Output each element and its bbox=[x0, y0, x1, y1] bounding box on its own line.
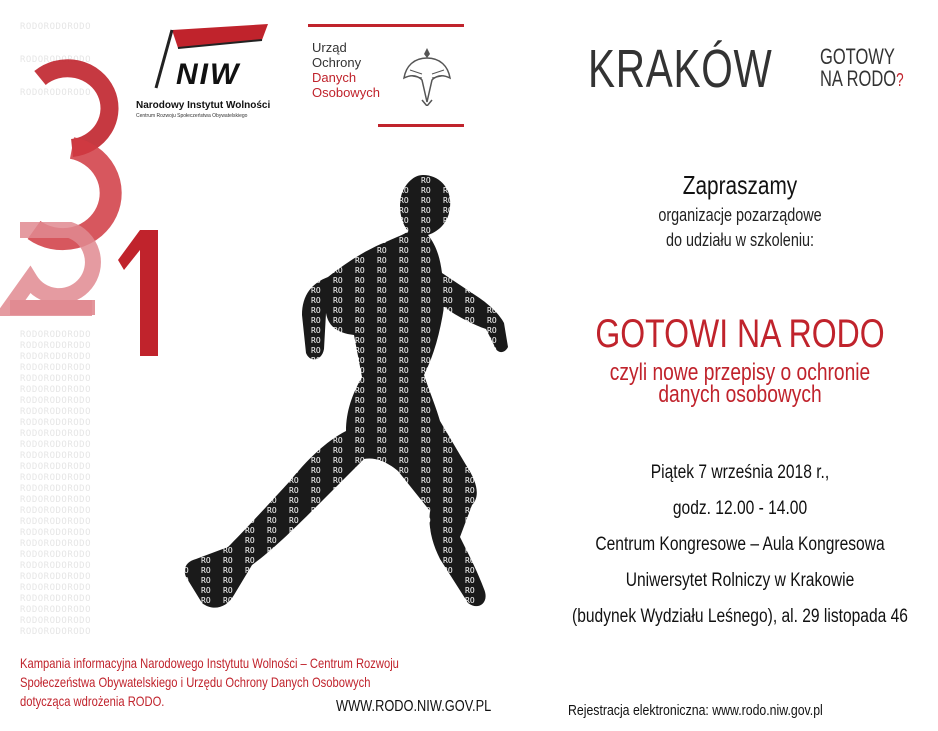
pattern-row: RODORODORODO bbox=[20, 88, 92, 98]
event-details bbox=[520, 455, 938, 635]
pattern-row: RODORODORODO bbox=[20, 495, 92, 505]
event-date: Piątek 7 września 2018 r., bbox=[650, 462, 830, 483]
invite-heading: Zapraszamy bbox=[682, 170, 798, 200]
pattern-row: RODORODORODO bbox=[20, 352, 92, 362]
pattern-row: RODORODORODO bbox=[20, 374, 92, 384]
pattern-row: RODORODORODO bbox=[20, 561, 92, 571]
header-tag-mark: ? bbox=[896, 70, 904, 90]
pattern-row: RODORODORODO bbox=[20, 484, 92, 494]
pattern-row: RODORODORODO bbox=[20, 627, 92, 637]
pattern-row: RODORODORODO bbox=[20, 583, 92, 593]
pattern-row: RODORODORODO bbox=[20, 22, 92, 32]
header-tag-line1: GOTOWY bbox=[820, 44, 895, 69]
event-venue1: Centrum Kongresowe – Aula Kongresowa bbox=[595, 534, 885, 555]
pattern-row: RODORODORODO bbox=[20, 363, 92, 373]
eagle-icon bbox=[402, 44, 452, 106]
registration-text[interactable]: Rejestracja elektroniczna: www.rodo.niw.gov.pl bbox=[568, 702, 823, 719]
uodo-top-rule bbox=[308, 24, 464, 27]
header-city: KRAKÓW bbox=[588, 39, 773, 99]
invite-line1: organizacje pozarządowe bbox=[658, 205, 822, 225]
niw-logo-text: NIW bbox=[176, 58, 241, 91]
header-tag-line2: NA RODO bbox=[820, 66, 897, 91]
uodo-bottom-rule bbox=[378, 124, 464, 127]
pattern-row: RODORODORODO bbox=[20, 407, 92, 417]
pattern-row: RODORODORODO bbox=[20, 539, 92, 549]
niw-subtitle: Centrum Rozwoju Społeczeństwa Obywatelskiego bbox=[136, 113, 248, 119]
event-venue2: Uniwersytet Rolniczy w Krakowie bbox=[625, 570, 855, 591]
pattern-row: RODORODORODO bbox=[20, 594, 92, 604]
campaign-line2: Społeczeństwa Obywatelskiego i Urzędu Ochrony Danych Osobowych bbox=[20, 674, 371, 690]
uodo-line3: Danych bbox=[312, 70, 357, 85]
pattern-row: RODORODORODO bbox=[20, 462, 92, 472]
pattern-row: RODORODORODO bbox=[20, 506, 92, 516]
uodo-line4: Osobowych bbox=[312, 85, 380, 100]
niw-logo bbox=[132, 20, 282, 120]
pattern-row: RODORODORODO bbox=[20, 528, 92, 538]
pattern-row: RODORODORODO bbox=[20, 616, 92, 626]
niw-name: Narodowy Instytut Wolności bbox=[136, 100, 271, 111]
pattern-row: RODORODORODO bbox=[20, 429, 92, 439]
event-subtitle2: danych osobowych bbox=[658, 381, 822, 408]
uodo-logo bbox=[308, 24, 464, 128]
pattern-left-column bbox=[20, 330, 91, 638]
invite-block bbox=[560, 170, 920, 251]
pattern-row: RODORODORODO bbox=[20, 341, 92, 351]
event-venue3: (budynek Wydziału Leśnego), al. 29 listopada 46 bbox=[572, 606, 908, 627]
pattern-row: RODORODORODO bbox=[20, 396, 92, 406]
pattern-row: RODORODORODO bbox=[20, 330, 92, 340]
event-title: GOTOWI NA RODO bbox=[595, 312, 885, 356]
invite-line2: do udziału w szkoleniu: bbox=[665, 230, 815, 250]
pattern-row: RODORODORODO bbox=[20, 451, 92, 461]
website-link[interactable]: WWW.RODO.NIW.GOV.PL bbox=[336, 698, 492, 715]
pattern-row: RODORODORODO bbox=[20, 473, 92, 483]
pattern-row: RODORODORODO bbox=[20, 550, 92, 560]
pattern-row: RODORODORODO bbox=[20, 55, 92, 65]
pattern-row: RODORODORODO bbox=[20, 440, 92, 450]
uodo-line1: Urząd bbox=[312, 40, 347, 55]
campaign-line3: dotycząca wdrożenia RODO. bbox=[20, 693, 165, 709]
runner-silhouette bbox=[178, 165, 528, 630]
campaign-line1: Kampania informacyjna Narodowego Instytutu Wolności – Centrum Rozwoju bbox=[20, 655, 399, 671]
event-subtitle1: czyli nowe przepisy o ochronie bbox=[609, 359, 871, 386]
pattern-row: RODORODORODO bbox=[20, 385, 92, 395]
pattern-row: RODORODORODO bbox=[20, 418, 92, 428]
event-block bbox=[530, 312, 938, 406]
pattern-row: RODORODORODO bbox=[20, 605, 92, 615]
header-tag bbox=[820, 46, 904, 91]
pattern-row: RODORODORODO bbox=[20, 572, 92, 582]
uodo-line2: Ochrony bbox=[312, 55, 362, 70]
event-time: godz. 12.00 - 14.00 bbox=[672, 498, 808, 519]
pattern-row: RODORODORODO bbox=[20, 517, 92, 527]
